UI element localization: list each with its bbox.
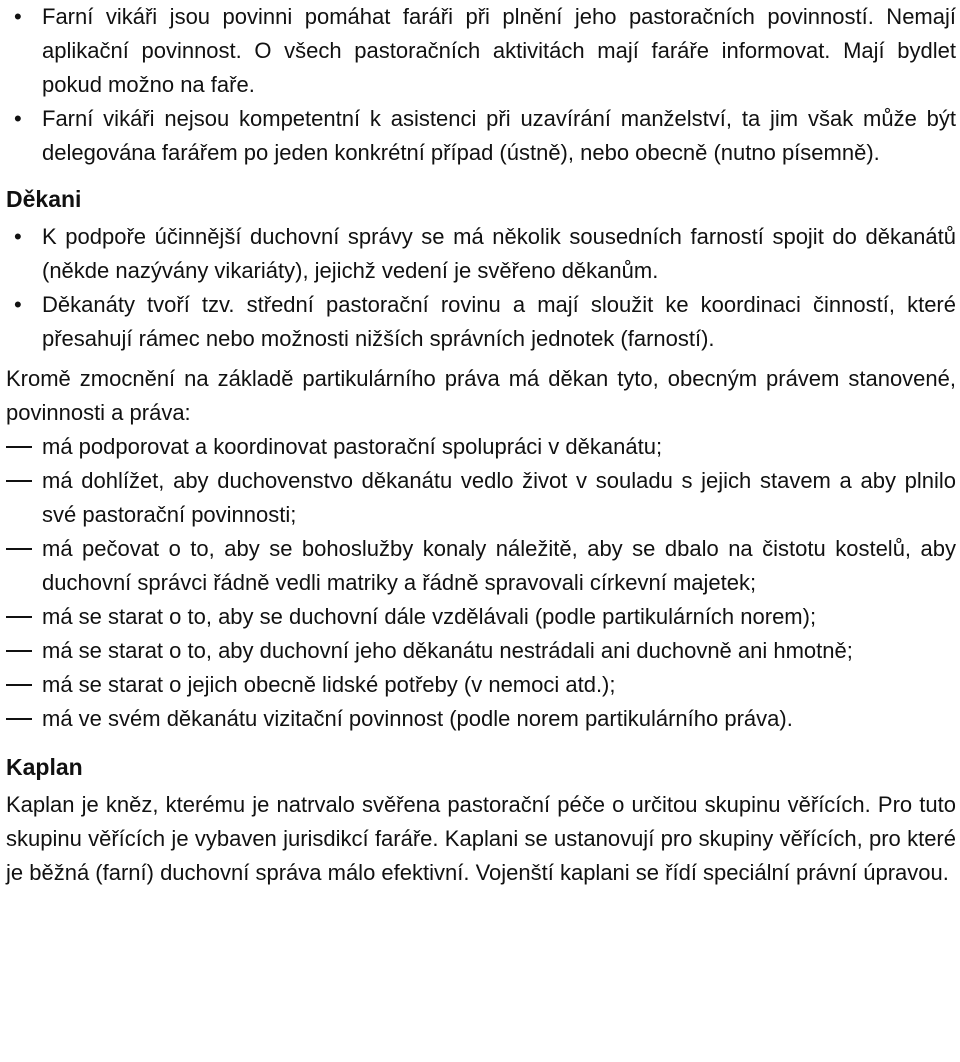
dash-icon	[6, 684, 32, 686]
list-item-text: má se starat o to, aby se duchovní dále vzdělávali (podle partikulárních norem);	[42, 604, 817, 629]
kaplan-paragraph: Kaplan je kněz, kterému je natrvalo svěřena pastorační péče o určitou skupinu věřících. Pro tuto skupinu věřících je vybaven jurisdikcí faráře. Kaplani se ustanovují pro skupiny věřících, pro které je běžná (farní) duchovní správa málo efektivní. Vojenští kaplani se řídí speciální právní úpravou.	[6, 792, 956, 885]
list-item	[6, 288, 956, 356]
list-item-text: má pečovat o to, aby se bohoslužby konaly náležitě, aby se dbalo na čistotu kostelů, aby duchovní správci řádně vedli matriky a řádně spravovali církevní majetek;	[42, 536, 956, 595]
dash-icon	[6, 548, 32, 550]
section-heading-dekani: Děkani	[6, 186, 82, 212]
dash-icon	[6, 480, 32, 482]
dash-icon	[6, 616, 32, 618]
bullet-icon: •	[14, 224, 22, 249]
list-item	[6, 0, 956, 102]
list-item-text: Farní vikáři jsou povinni pomáhat faráři při plnění jeho pastoračních povinností. Nemají aplikační povinnost. O všech pastoračních aktivitách mají faráře informovat. Mají bydlet pokud možno na faře.	[42, 4, 956, 97]
dash-icon	[6, 446, 32, 448]
list-item-text: Děkanáty tvoří tzv. střední pastorační rovinu a mají sloužit ke koordinaci činností, které přesahují rámec nebo možnosti nižších správních jednotek (farností).	[42, 292, 956, 351]
list-item-text: Farní vikáři nejsou kompetentní k asistenci při uzavírání manželství, ta jim však může být delegována farářem po jeden konkrétní případ (ústně), nebo obecně (nutno písemně).	[42, 106, 956, 165]
list-item	[6, 600, 956, 634]
dash-icon	[6, 718, 32, 720]
list-item	[6, 430, 956, 464]
list-item-text: má podporovat a koordinovat pastorační spolupráci v děkanátu;	[42, 434, 663, 459]
bullet-icon: •	[14, 292, 22, 317]
document-page	[6, 0, 956, 890]
list-item	[6, 102, 956, 170]
list-item	[6, 464, 956, 532]
bullet-icon: •	[14, 4, 22, 29]
list-item	[6, 668, 956, 702]
section-heading-kaplan: Kaplan	[6, 754, 83, 780]
dash-icon	[6, 650, 32, 652]
list-item-text: má se starat o jejich obecně lidské potřeby (v nemoci atd.);	[42, 672, 616, 697]
bullet-icon: •	[14, 106, 22, 131]
list-item-text: má ve svém děkanátu vizitační povinnost (podle norem partikulárního práva).	[42, 706, 793, 731]
list-item-text: má se starat o to, aby duchovní jeho děkanátu nestrádali ani duchovně ani hmotně;	[42, 638, 853, 663]
list-item-text: K podpoře účinnější duchovní správy se má několik sousedních farností spojit do děkanátů (někde nazývány vikariáty), jejichž vedení je svěřeno děkanům.	[42, 224, 956, 283]
list-item	[6, 634, 956, 668]
list-item	[6, 532, 956, 600]
list-item	[6, 702, 956, 736]
list-item	[6, 220, 956, 288]
vikari-bullet-list	[6, 0, 956, 170]
dekan-duties-list	[6, 430, 956, 736]
dekan-intro-paragraph: Kromě zmocnění na základě partikulárního práva má děkan tyto, obecným právem stanovené, povinnosti a práva:	[6, 366, 956, 425]
list-item-text: má dohlížet, aby duchovenstvo děkanátu vedlo život v souladu s jejich stavem a aby plnilo své pastorační povinnosti;	[42, 468, 956, 527]
dekani-bullet-list	[6, 220, 956, 356]
